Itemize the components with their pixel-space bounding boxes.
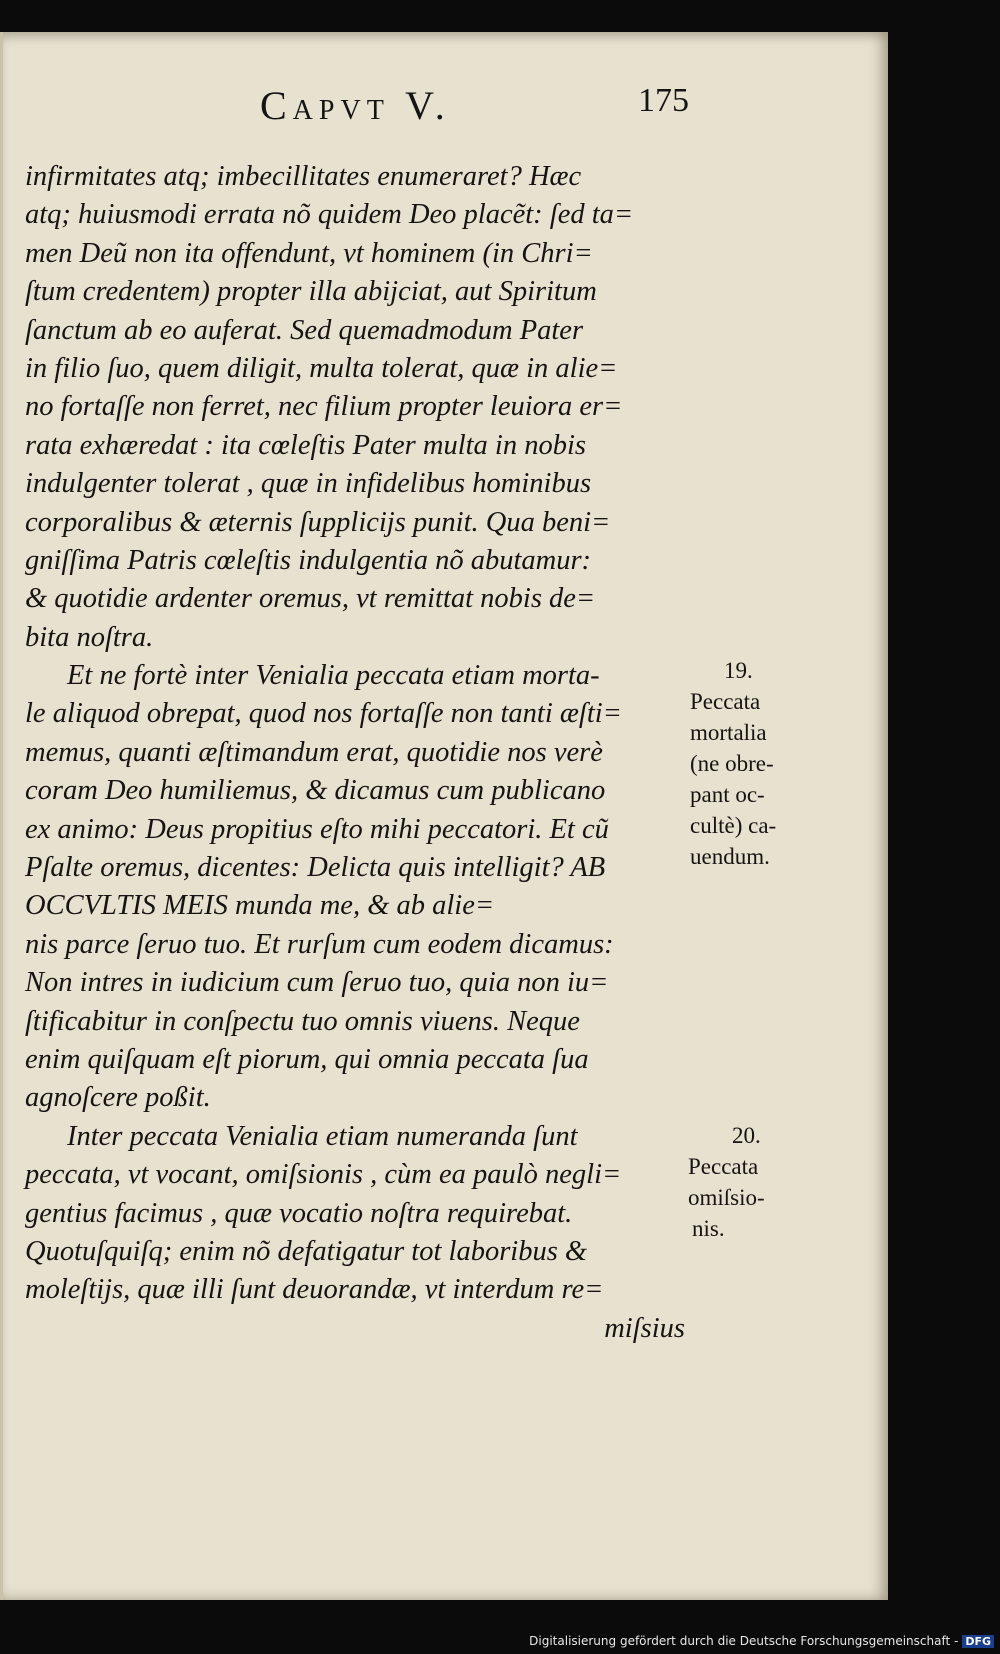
text-line: bita noſtra.: [25, 621, 154, 653]
margin-note-20: [688, 1120, 765, 1244]
text-line: peccata, vt vocant, omiſsionis , cùm ea paulò negli=: [25, 1159, 622, 1191]
margin-note-line: Peccata: [690, 689, 761, 714]
text-line: enim quiſquam eſt piorum, qui omnia peccata ſua: [25, 1043, 589, 1075]
text-line: in filio ſuo, quem diligit, multa tolerat, quæ in alie=: [25, 352, 618, 384]
margin-note-number: 19.: [724, 658, 753, 683]
margin-note-19: [690, 655, 776, 872]
text-line: moleſtijs, quæ illi ſunt deuorandæ, vt interdum re=: [25, 1274, 604, 1306]
margin-note-line: (ne obre-: [690, 751, 774, 776]
margin-note-line: mortalia: [690, 720, 767, 745]
paragraph-start-line: Inter peccata Venialia etiam numeranda ſunt: [67, 1120, 578, 1152]
text-line: OCCVLTIS MEIS munda me, & ab alie=: [25, 890, 495, 922]
text-line: gentius facimus , quæ vocatio noſtra requirebat.: [25, 1197, 573, 1229]
catchword: miſsius: [604, 1312, 685, 1344]
dfg-logo-icon: DFG: [962, 1635, 994, 1648]
text-line: no fortaſſe non ferret, nec filium propter leuiora er=: [25, 391, 623, 423]
text-line: men Deũ non ita offendunt, vt hominem (in Chri=: [25, 237, 593, 269]
running-title: Capvt V.: [260, 83, 451, 128]
digitization-credit: [529, 1634, 994, 1648]
text-line: corporalibus & æternis ſupplicijs punit. Qua beni=: [25, 506, 611, 538]
text-line: nis parce ſeruo tuo. Et rurſum cum eodem dicamus:: [25, 928, 614, 960]
margin-note-line: omiſsio-: [688, 1185, 765, 1210]
page-edge: [0, 32, 3, 1600]
text-line: ſanctum ab eo auferat. Sed quemadmodum Pater: [25, 314, 584, 346]
running-head: [0, 82, 888, 132]
margin-note-line: pant oc-: [690, 782, 765, 807]
text-line: Pſalte oremus, dicentes: Delicta quis intelligit? AB: [25, 852, 606, 884]
text-line: infirmitates atq; imbecillitates enumeraret? Hæc: [25, 161, 582, 192]
text-line: ex animo: Deus propitius eſto mihi peccatori. Et cũ: [25, 813, 609, 845]
text-line: Non intres in iudicium cum ſeruo tuo, quia non iu=: [25, 967, 609, 999]
text-line: memus, quanti æſtimandum erat, quotidie nos verè: [25, 736, 603, 768]
margin-note-line: nis.: [692, 1216, 725, 1241]
text-line: atq; huiusmodi errata nõ quidem Deo placẽt: ſed ta=: [25, 199, 634, 231]
margin-note-number: 20.: [732, 1123, 761, 1148]
paragraph-start-line: Et ne fortè inter Venialia peccata etiam morta-: [67, 660, 600, 692]
text-line: coram Deo humiliemus, & dicamus cum publicano: [25, 775, 606, 807]
text-line: agnoſcere poßit.: [25, 1082, 211, 1114]
margin-note-line: cultè) ca-: [690, 813, 777, 838]
text-line: le aliquod obrepat, quod nos fortaſſe non tanti æſti=: [25, 698, 622, 730]
credit-text: Digitalisierung gefördert durch die Deutsche Forschungsgemeinschaft -: [529, 1634, 959, 1648]
margin-note-line: Peccata: [688, 1154, 759, 1179]
page-number: 175: [638, 82, 689, 119]
text-line: rata exhæredat : ita cœleſtis Pater multa in nobis: [25, 429, 586, 461]
text-line: Quotuſquiſq; enim nõ defatigatur tot laboribus &: [25, 1235, 588, 1267]
text-line: gniſſima Patris cœleſtis indulgentia nõ abutamur:: [25, 544, 592, 576]
margin-note-line: uendum.: [690, 844, 770, 869]
text-line: ſtificabitur in conſpectu tuo omnis viuens. Neque: [25, 1005, 580, 1037]
text-line: indulgenter tolerat , quæ in infidelibus hominibus: [25, 468, 592, 500]
text-line: & quotidie ardenter oremus, vt remittat nobis de=: [25, 583, 596, 615]
body-text: [25, 158, 685, 1348]
text-line: ſtum credentem) propter illa abijciat, aut Spiritum: [25, 276, 597, 308]
